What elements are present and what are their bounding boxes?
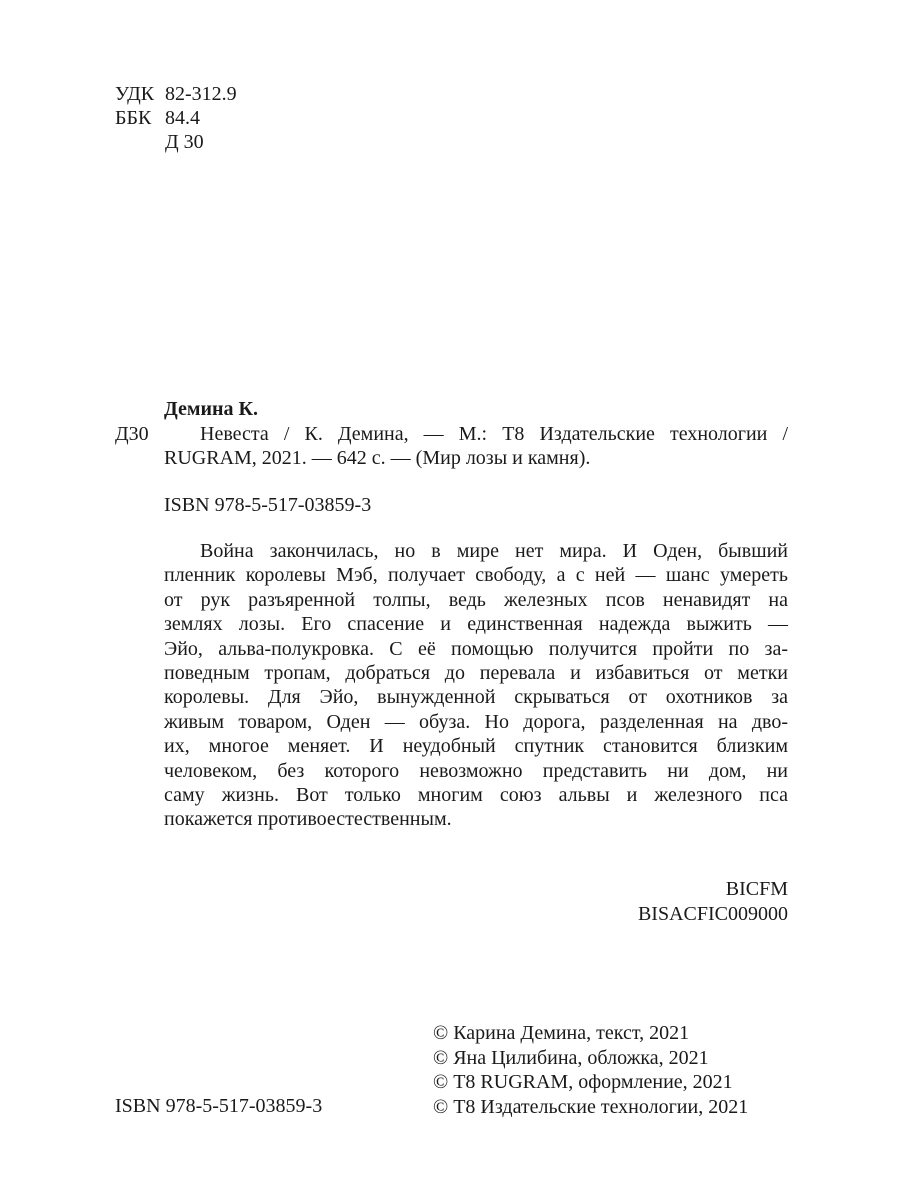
author-mark-row — [115, 130, 204, 154]
catalog-author: Демина К. — [164, 398, 259, 420]
bbk-row — [115, 106, 200, 130]
catalog-code: Д30 — [115, 423, 149, 445]
copyright-line: © Т8 Издательские технологии, 2021 — [433, 1095, 749, 1118]
subject-codes — [638, 877, 788, 927]
udk-row — [115, 82, 237, 106]
annotation-line: живым товаром, Оден — обуза. Но дорога, разделенная на дво- — [164, 710, 788, 733]
annotation-line: покажется противоестественным. — [164, 808, 452, 831]
annotation-line: пленник королевы Мэб, получает свободу, а с ней — шанс умереть — [164, 564, 788, 587]
catalog-isbn: ISBN 978-5-517-03859-3 — [164, 494, 372, 516]
footer-isbn: ISBN 978-5-517-03859-3 — [115, 1095, 323, 1117]
udk-value: 82-312.9 — [165, 83, 237, 105]
copyright-line: © Т8 RUGRAM, оформление, 2021 — [433, 1071, 733, 1093]
annotation-line: от рук разъяренной толпы, ведь железных псов ненавидят на — [164, 588, 788, 611]
annotation-paragraph — [164, 539, 788, 832]
annotation-line: Эйо, альва-полукровка. С её помощью получится пройти по за- — [164, 637, 788, 660]
bbk-label: ББК — [115, 107, 152, 129]
bbk-value: 84.4 — [165, 107, 200, 129]
copyright-line: © Яна Цилибина, обложка, 2021 — [433, 1046, 709, 1069]
subject-code: BICFM — [725, 878, 788, 900]
annotation-line: землях лозы. Его спасение и единственная надежда выжить — — [164, 613, 788, 636]
description-line: RUGRAM, 2021. — 642 с. — (Мир лозы и камня). — [164, 447, 591, 469]
copyright-block — [433, 1021, 748, 1119]
catalog-description — [164, 422, 788, 470]
subject-code: BISACFIC009000 — [637, 903, 788, 925]
author-mark: Д 30 — [165, 131, 204, 153]
udk-label: УДК — [115, 83, 155, 105]
annotation-line: поведным тропам, добраться до перевала и избавиться от метки — [164, 662, 788, 685]
annotation-line: королевы. Для Эйо, вынужденной скрываться от охотников за — [164, 686, 788, 709]
copyright-line: © Карина Демина, текст, 2021 — [433, 1022, 690, 1044]
description-line: Невеста / К. Демина, — М.: Т8 Издательские технологии / — [200, 423, 788, 445]
annotation-line: саму жизнь. Вот только многим союз альвы и железного пса — [164, 784, 788, 807]
annotation-line: человеком, без которого невозможно представить ни дом, ни — [164, 759, 788, 782]
annotation-line: Война закончилась, но в мире нет мира. И Оден, бывший — [200, 540, 788, 562]
annotation-line: их, многое меняет. И неудобный спутник становится близким — [164, 735, 788, 758]
